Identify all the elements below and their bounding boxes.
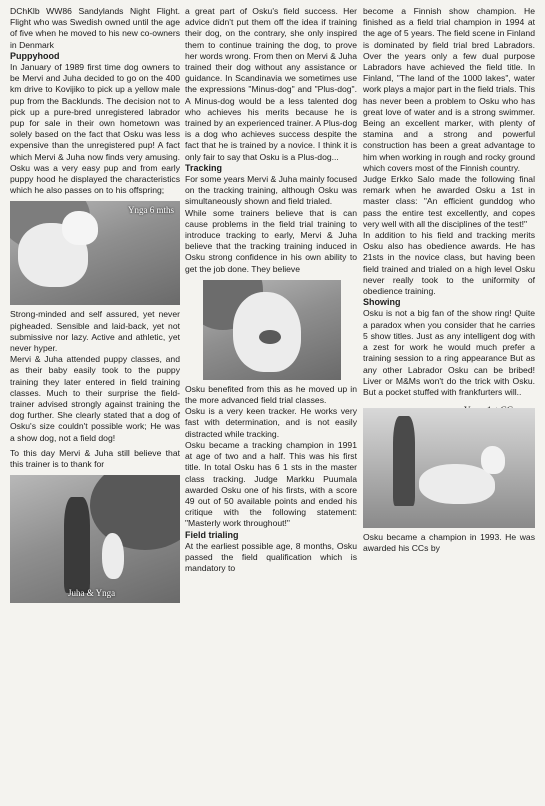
- dog-head: [62, 211, 98, 245]
- handler-figure: [393, 416, 415, 506]
- show-photo: [363, 408, 535, 528]
- traits-paragraph: Strong-minded and self assured, yet never pigheaded. Sensible and laid-back, yet not submissive nor lazy. Active and athletic, yet never hyper.: [10, 309, 180, 354]
- judge-paragraph: Judge Erkko Salo made the following final remark when he awarded Osku a 1st in master class: "An efficient gunddog who pass the entire test excellently, and copes very well with all the disciplines of the test!": [363, 174, 535, 229]
- showing-paragraph: Osku is not a big fan of the show ring! Quite a paradox when you consider that he carries 5 show titles. Just as any intelligent dog with a zest for work he would much prefer a training session to a ring appearance But as any other Labrador Osku can be bribed! Liver or M&Ms won't do the trick with Osku. But a pocket stuffed with frankfurters will..: [363, 308, 535, 397]
- dog-head: [481, 446, 505, 474]
- walking-photo: [10, 475, 180, 603]
- finnish-paragraph: become a Finnish show champion. He finished as a field trial champion in 1994 at the age of 5 years. The field scene in Finland is dominated by field trial bred Labradors. Over the years only a few dual purpose Labradors have achieved the field title. In Finland, "The land of the 1000 lakes", water work plays a major part in the field trials. This has never been a problem to Osku who has great love of water and is a strong swimmer. Being an excellent marker, with plenty of stamina and a strong and powerful construction has been a great advantage to him when working in rough and rocky ground which covers most of the Finnish country.: [363, 6, 535, 173]
- puppyhood-paragraph: In January of 1989 first time dog owners to be Mervi and Juha decided to go on the 400 km drive to Kovijiko to pick up a yellow male pup from the Backlunds. The decision not to pick up a pure-bred unregistered labrador pup for sale in their own hometown was solely based on the fact that Osku was less expensive than the unregistered pup! A fact which Mervi & Juha now finds very amusing. Osku was a very easy pup and from early puppy hood he displayed the characteristics which he also passes on to his offspring;: [10, 62, 180, 196]
- walking-photo-caption: Juha & Ynga: [68, 588, 116, 599]
- trainers-paragraph: While some trainers believe that is can cause problems in the field trial training to introduce tracking to early, Mervi & Juha believe that the tracking training induced in Osku strong confidence in his own ability to get the job done. They believe: [185, 207, 357, 274]
- column-1: [10, 6, 180, 607]
- benefited-paragraph: Osku benefited from this as he moved up in the more advanced field trial classes.: [185, 383, 357, 406]
- puppy-photo: [10, 201, 180, 305]
- tracking-heading: Tracking: [185, 162, 223, 173]
- column-3: [363, 6, 535, 555]
- dog-nose: [259, 330, 281, 344]
- dog-figure: [102, 533, 124, 579]
- obedience-paragraph: In addition to his field and tracking merits Osku also has obedience awards. He has 21sts in the novice class, but having been field trained and trialed on a high level Osku never really took to the uniformity of obedience training.: [363, 230, 535, 297]
- tracking-paragraph: For some years Mervi & Juha mainly focused on the tracking training, although Osku was simultaneously shown and field trialed.: [185, 174, 357, 207]
- field-trialing-heading: Field trialing: [185, 529, 239, 540]
- champion-1993-paragraph: Osku became a champion in 1993. He was awarded his CCs by: [363, 532, 535, 554]
- showing-heading: Showing: [363, 297, 401, 308]
- classes-paragraph: Mervi & Juha attended puppy classes, and as their baby easily took to the puppy training they later entered in field training classes. Much to their surprise the field-trainer advised strongly against training the dog further. She clearly stated that a dog of Osku's size couldn't possible work; He was a show dog, not a field dog!: [10, 354, 180, 443]
- champion-paragraph: Osku became a tracking champion in 1991 at age of two and a half. This was his first title. In total Osku has 6 1 sts in the master class tracking. Judge Markku Puumala awarded Osku one of his firsts, with a score 49 out of 50 available points and ended his critique with the following statement: "Masterly work throughout!": [185, 439, 357, 529]
- puppy-photo-caption: Ynga 6 mths: [128, 205, 174, 216]
- thanks-paragraph: To this day Mervi & Juha still believe that this trainer is to thank for: [10, 447, 180, 470]
- person-figure: [64, 497, 90, 593]
- puppyhood-heading: Puppyhood: [10, 50, 60, 61]
- tracker-paragraph: Osku is a very keen tracker. He works very fast with determination, and is not easily distracted while tracking.: [185, 406, 357, 439]
- success-paragraph: a great part of Osku's field success. Her advice didn't put them off the idea if training their dog, on the contrary, she only inspired them to continue training the dog, to prove her words wrong. From then on Mervi & Juha trained their dog without any assistance or guidance. In Scandinavia we sometimes use the expressions "Minus-dog" and "Plus-dog". A Minus-dog would be a less talented dog who achieves his merits because he is trained by an experienced trainer. A Plus-dog is a dog who achieves success despite the fact that he is trained by a novice. I think it is only fair to say that Osku is a Plus-dog...: [185, 6, 357, 162]
- field-paragraph: At the earliest possible age, 8 months, Osku passed the field qualification which is mandatory to: [185, 540, 357, 574]
- intro-paragraph: DChKlb WW86 Sandylands Night Flight. Flight who was Swedish owned until the age of five when he moved to his new co-owners in Denmark: [10, 6, 180, 50]
- dog-portrait-photo: [203, 280, 341, 380]
- column-2: [185, 6, 357, 574]
